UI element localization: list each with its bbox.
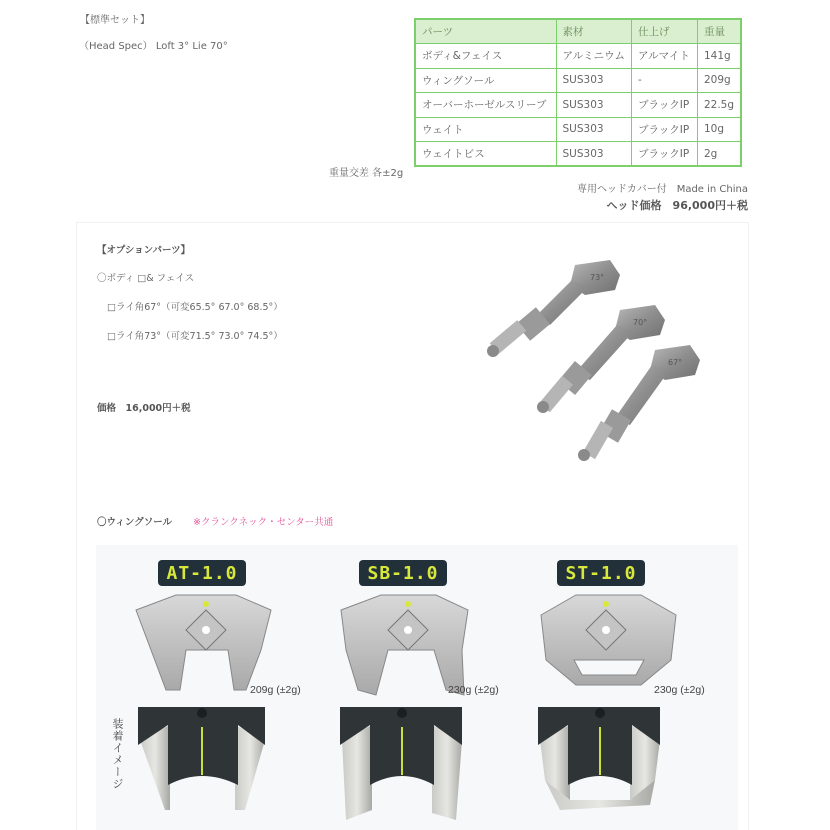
mounted-at-1-0	[138, 707, 265, 810]
cell-weight: 22.5g	[697, 93, 741, 118]
head-spec: （Head Spec） Loft 3° Lie 70°	[79, 41, 228, 52]
cell-finish: ブラックIP	[631, 142, 697, 167]
cell-material: SUS303	[556, 68, 631, 93]
cell-material: SUS303	[556, 117, 631, 142]
cell-weight: 2g	[697, 142, 741, 167]
badge-at-1-0: AT-1.0	[158, 560, 246, 586]
wing-sole-images	[96, 590, 738, 700]
badge-st-1-0: ST-1.0	[557, 560, 645, 586]
body-face-label: 〇ボディ □& フェイス	[97, 273, 195, 284]
mounted-sb-1-0	[340, 707, 462, 820]
header-weight: 重量	[697, 19, 741, 44]
table-row	[415, 117, 741, 142]
cell-material: SUS303	[556, 142, 631, 167]
cell-part: ウェイトビス	[415, 142, 556, 167]
spec-table-header	[415, 19, 741, 44]
cell-finish: ブラックIP	[631, 117, 697, 142]
cell-part: ウェイト	[415, 117, 556, 142]
cell-finish: ブラックIP	[631, 93, 697, 118]
wing-sole-title: 〇ウィングソール	[97, 517, 173, 528]
option-price: 価格 16,000円＋税	[97, 403, 191, 414]
cell-weight: 10g	[697, 117, 741, 142]
table-row	[415, 93, 741, 118]
header-finish: 仕上げ	[631, 19, 697, 44]
standard-set-title: 【標準セット】	[80, 15, 150, 26]
table-row	[415, 142, 741, 167]
sole-st-1-0	[541, 595, 676, 685]
weight-st-1-0: 230g (±2g)	[654, 684, 705, 696]
spec-table	[414, 18, 742, 167]
sole-at-1-0	[136, 595, 271, 690]
weight-sb-1-0: 230g (±2g)	[448, 684, 499, 696]
cover-note: 専用ヘッドカバー付 Made in China	[577, 184, 748, 195]
table-row	[415, 44, 741, 69]
cell-material: SUS303	[556, 93, 631, 118]
sleeve-mark: 67°	[668, 358, 683, 367]
cell-finish: -	[631, 68, 697, 93]
cell-weight: 141g	[697, 44, 741, 69]
tolerance-note: 重量交差 各±2g	[329, 168, 404, 179]
wing-sole-note: ※クランクネック・センター共通	[193, 517, 334, 528]
cell-finish: アルマイト	[631, 44, 697, 69]
sleeve-mark: 70°	[633, 318, 648, 327]
mount-image-label: 装着イメージ	[111, 718, 124, 790]
sleeve-mark: 73°	[590, 273, 605, 282]
cell-part: オーバーホーゼルスリーブ	[415, 93, 556, 118]
cell-part: ウィングソール	[415, 68, 556, 93]
badge-sb-1-0: SB-1.0	[359, 560, 447, 586]
cell-weight: 209g	[697, 68, 741, 93]
lie-option-67: □ライ角67°（可変65.5° 67.0° 68.5°）	[107, 302, 283, 313]
cell-part: ボディ&フェイス	[415, 44, 556, 69]
option-parts-title: 【オプションパーツ】	[97, 245, 191, 256]
cell-material: アルミニウム	[556, 44, 631, 69]
lie-option-73: □ライ角73°（可変71.5° 73.0° 74.5°）	[107, 331, 283, 342]
sleeve-73	[487, 260, 620, 357]
mounted-st-1-0	[538, 707, 660, 810]
table-row	[415, 68, 741, 93]
sole-sb-1-0	[341, 595, 468, 695]
hosel-sleeves-image	[480, 255, 740, 465]
header-material: 素材	[556, 19, 631, 44]
weight-at-1-0: 209g (±2g)	[250, 684, 301, 696]
mounted-images	[130, 705, 740, 825]
header-parts: パーツ	[415, 19, 556, 44]
head-price: ヘッド価格 96,000円＋税	[606, 199, 748, 212]
